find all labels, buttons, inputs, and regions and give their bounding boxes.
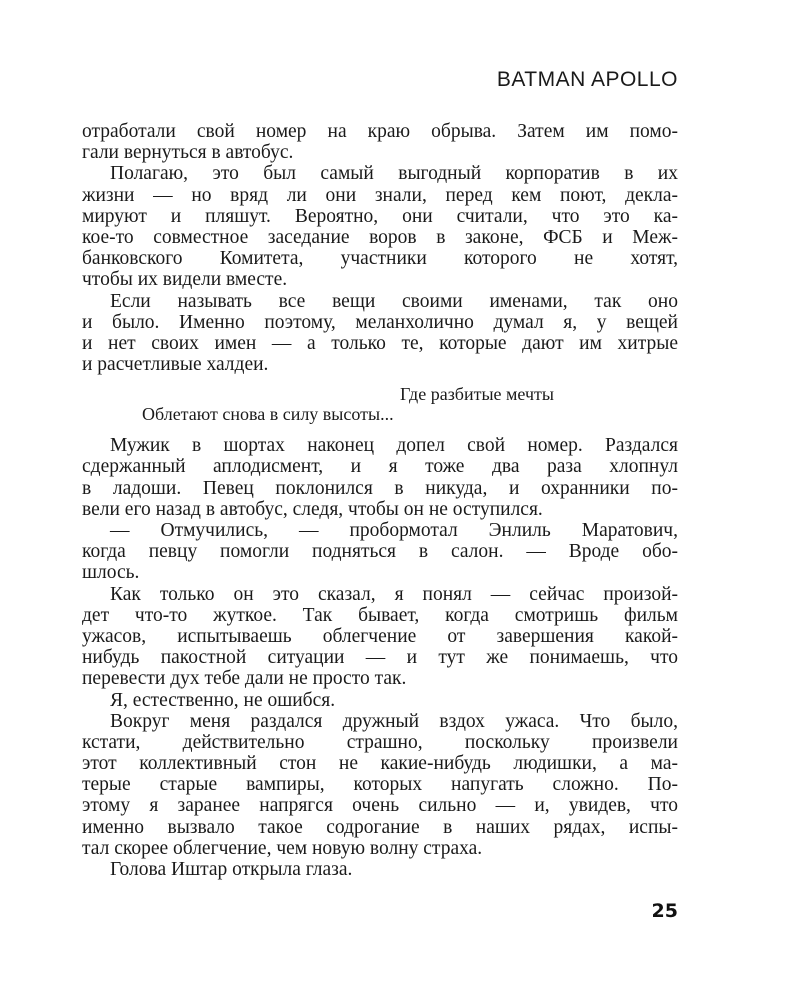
- epigraph-line: Облетают снова в силу высоты...: [142, 404, 394, 425]
- text-line: кое-то совместное заседание воров в законе, ФСБ и Меж-: [82, 226, 678, 248]
- running-title: BATMAN APOLLO: [496, 68, 678, 91]
- body-text: [82, 121, 678, 880]
- text-line: Если называть все вещи своими именами, так оно: [110, 290, 678, 312]
- text-line: ужасов, испытываешь облегчение от завершения какой-: [82, 625, 678, 647]
- epigraph: [82, 384, 678, 424]
- epigraph-line: Где разбитые мечты: [400, 384, 554, 405]
- paragraph-3: [82, 291, 678, 376]
- text-line: кстати, действительно страшно, поскольку произвели: [82, 731, 678, 753]
- paragraph-4: [82, 435, 678, 520]
- text-line: мируют и пляшут. Вероятно, они считали, что это ка-: [82, 205, 678, 227]
- text-line: и было. Именно поэтому, меланхолично думал я, у вещей: [82, 311, 678, 333]
- text-line: гали вернуться в автобус.: [82, 142, 294, 164]
- text-line: именно вызвало такое содрогание в наших рядах, испы-: [82, 816, 678, 838]
- text-line: Я, естественно, не ошибся.: [110, 689, 336, 711]
- text-line: Полагаю, это был самый выгодный корпоратив в их: [110, 163, 678, 185]
- paragraph-9: [82, 859, 678, 880]
- paragraph-1: [82, 121, 678, 163]
- page-number: 25: [651, 900, 678, 922]
- text-line: дет что-то жуткое. Так бывает, когда смотришь фильм: [82, 604, 678, 626]
- paragraph-5: [82, 520, 678, 584]
- text-line: отработали свой номер на краю обрыва. Затем им помо-: [82, 121, 678, 142]
- text-line: этому я заранее напрягся очень сильно — и, увидев, что: [82, 795, 678, 817]
- text-line: шлось.: [82, 562, 140, 584]
- text-line: когда певцу помогли подняться в салон. — Вроде обо-: [82, 541, 678, 563]
- text-line: перевести дух тебе дали не просто так.: [82, 668, 407, 690]
- text-line: и расчетливые халдеи.: [82, 354, 269, 376]
- paragraph-2: [82, 163, 678, 290]
- text-line: нибудь пакостной ситуации — и тут же понимаешь, что: [82, 647, 678, 669]
- text-line: Голова Иштар открыла глаза.: [110, 859, 353, 880]
- text-line: чтобы их видели вместе.: [82, 269, 288, 291]
- text-line: в ладоши. Певец поклонился в никуда, и охранники по-: [82, 477, 678, 499]
- text-line: Как только он это сказал, я понял — сейчас произой-: [110, 583, 678, 605]
- paragraph-6: [82, 584, 678, 690]
- text-line: Вокруг меня раздался дружный вздох ужаса. Что было,: [110, 710, 678, 732]
- text-line: этот коллективный стон не какие-нибудь людишки, а ма-: [82, 753, 678, 775]
- text-line: сдержанный аплодисмент, и я тоже два раза хлопнул: [82, 456, 678, 478]
- paragraph-7: [82, 690, 678, 711]
- text-line: вели его назад в автобус, следя, чтобы он не оступился.: [82, 498, 543, 520]
- paragraph-8: [82, 711, 678, 859]
- text-line: жизни — но вряд ли они знали, перед кем поют, декла-: [82, 184, 678, 206]
- text-line: терые старые вампиры, которых напугать сложно. По-: [82, 774, 678, 796]
- text-line: Мужик в шортах наконец допел свой номер. Раздался: [110, 435, 678, 457]
- text-line: и нет своих имен — а только те, которые дают им хитрые: [82, 332, 678, 354]
- text-line: — Отмучились, — пробормотал Энлиль Маратович,: [110, 520, 678, 541]
- text-line: тал скорее облегчение, чем новую волну страха.: [82, 837, 483, 859]
- text-line: банковского Комитета, участники которого не хотят,: [82, 248, 678, 270]
